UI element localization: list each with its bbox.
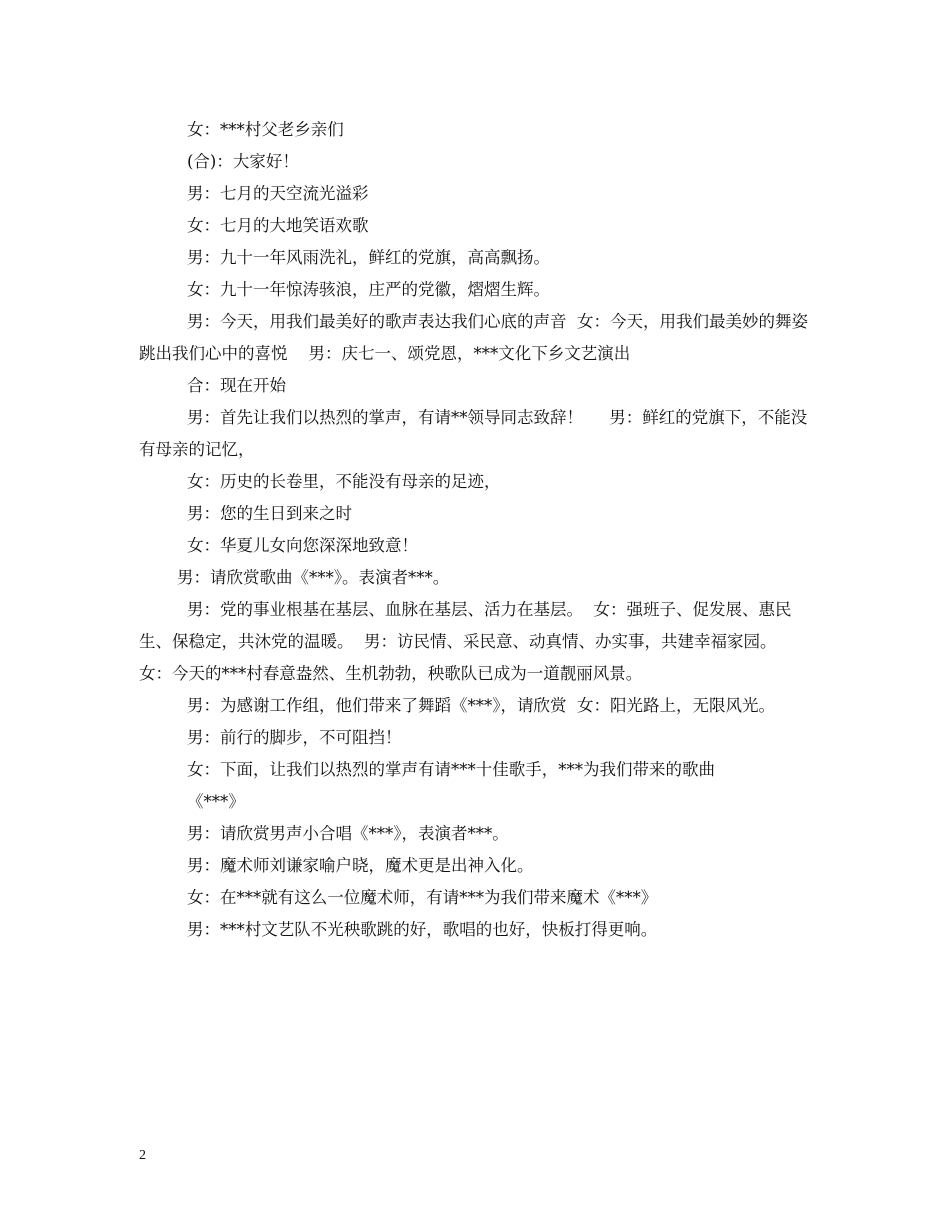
script-paragraph: 女：在***就有这么一位魔术师，有请***为我们带来魔术《***》 [187,888,658,907]
document-body [139,114,839,946]
script-line: 男：七月的天空流光溢彩 [187,184,369,203]
script-line: 男：九十一年风雨洗礼，鲜红的党旗，高高飘扬。 [187,248,550,267]
script-paragraph: 男：今天，用我们最美好的歌声表达我们心底的声音 女：今天，用我们最美妙的舞姿跳出我们心中的喜悦 男：庆七一、颂党恩，***文化下乡文艺演出 [139,312,808,363]
script-line: 合：现在开始 [187,376,286,395]
script-line: 男：请欣赏男声小合唱《***》，表演者***。 [187,824,509,843]
script-line: 女：***村父老乡亲们 [187,120,344,139]
script-paragraph: 男：党的事业根基在基层、血脉在基层、活力在基层。 女：强班子、促发展、惠民生、保稳定，共沐党的温暖。 男：访民情、采民意、动真情、办实事，共建幸福家园。 女：今天的***村春意盎然、生机勃勃，秧歌队已成为一道靓丽风景。 [139,600,792,683]
page-number: 2 [139,1148,146,1163]
script-line: 男：请欣赏歌曲《***》。表演者***。 [177,568,450,587]
script-line: 男：前行的脚步，不可阻挡！ [187,728,402,747]
script-line: 男：魔术师刘谦家喻户晓，魔术更是出神入化。 [187,856,534,875]
script-paragraph: 男：首先让我们以热烈的掌声，有请**领导同志致辞！ 男：鲜红的党旗下，不能没有母亲的记忆， [139,408,808,459]
script-line: (合)：大家好！ [187,152,299,171]
script-line: 女：华夏儿女向您深深地致意！ [187,536,418,555]
script-line: 女：七月的大地笑语欢歌 [187,216,369,235]
script-paragraph: 男：***村文艺队不光秧歌跳的好，歌唱的也好，快板打得更响。 [187,920,658,939]
script-line: 女：历史的长卷里，不能没有母亲的足迹， [187,472,501,491]
script-paragraph: 女：下面，让我们以热烈的掌声有请***十佳歌手，***为我们带来的歌曲《***》 [187,760,715,811]
script-line: 女：九十一年惊涛骇浪，庄严的党徽，熠熠生辉。 [187,280,550,299]
script-paragraph: 男：为感谢工作组，他们带来了舞蹈《***》，请欣赏 女：阳光路上，无限风光。 [187,696,775,715]
script-line: 男：您的生日到来之时 [187,504,352,523]
